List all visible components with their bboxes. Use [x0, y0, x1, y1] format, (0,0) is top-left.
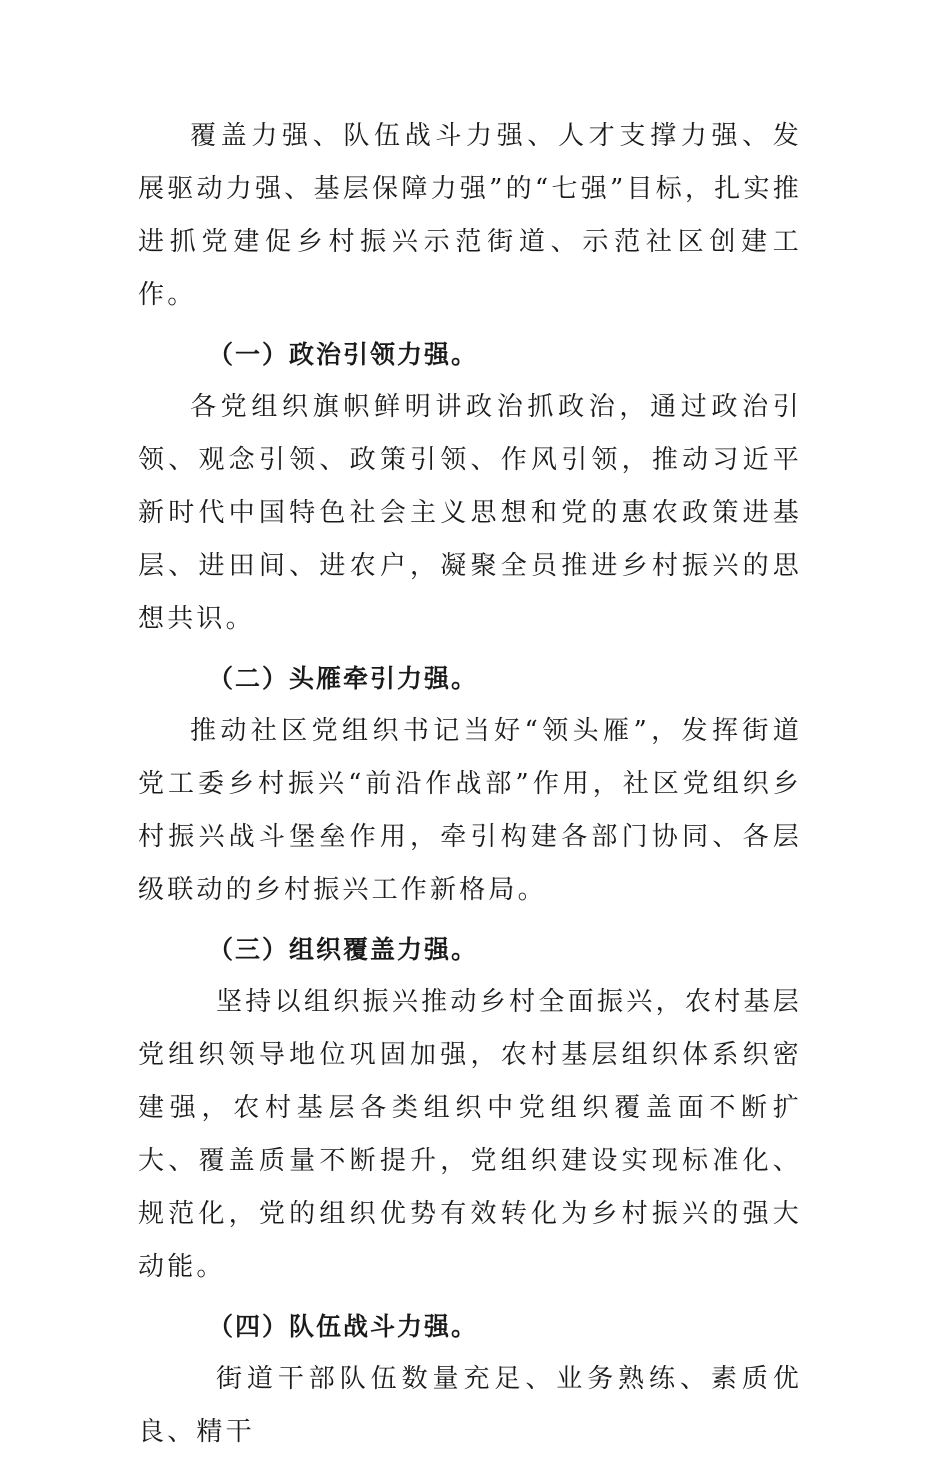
section-body-2: 推动社区党组织书记当好“领头雁”，发挥街道党工委乡村振兴“前沿作战部”作用，社区党组织乡村振兴战斗堡垒作用，牵引构建各部门协同、各层级联动的乡村振兴工作新格局。 — [138, 716, 802, 905]
section-heading-4: （四）队伍战斗力强。 — [208, 1312, 479, 1341]
section-heading-3: （三）组织覆盖力强。 — [208, 935, 479, 964]
document-body — [138, 110, 802, 1459]
section-body-4: 街道干部队伍数量充足、业务熟练、素质优良、精干 — [138, 1364, 802, 1447]
section-body-1: 各党组织旗帜鲜明讲政治抓政治，通过政治引领、观念引领、政策引领、作风引领，推动习近平新时代中国特色社会主义思想和党的惠农政策进基层、进田间、进农户，凝聚全员推进乡村振兴的思想共识。 — [138, 392, 802, 634]
section-body-3: 坚持以组织振兴推动乡村全面振兴，农村基层党组织领导地位巩固加强，农村基层组织体系织密建强，农村基层各类组织中党组织覆盖面不断扩大、覆盖质量不断提升，党组织建设实现标准化、规范化，党的组织优势有效转化为乡村振兴的强大动能。 — [138, 987, 802, 1282]
section-heading-1: （一）政治引领力强。 — [208, 340, 479, 369]
intro-paragraph: 覆盖力强、队伍战斗力强、人才支撑力强、发展驱动力强、基层保障力强”的“七强”目标，扎实推进抓党建促乡村振兴示范街道、示范社区创建工作。 — [138, 121, 802, 310]
section-heading-2: （二）头雁牵引力强。 — [208, 664, 479, 693]
